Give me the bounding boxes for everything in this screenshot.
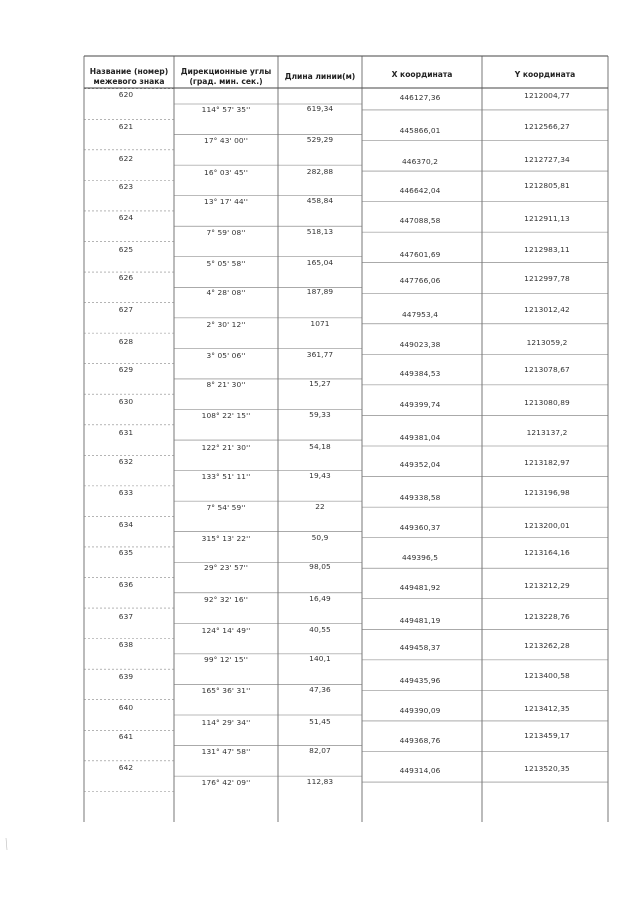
point-y-coordinate: 1213412,35 xyxy=(524,704,570,714)
segment-length: 1071 xyxy=(310,318,330,328)
segment-angle: 3° 05' 06'' xyxy=(206,351,246,360)
segment-angle: 17° 43' 00'' xyxy=(204,136,248,146)
segment-angle: 7° 59' 08'' xyxy=(206,228,246,237)
segment-length: 54,18 xyxy=(309,441,331,451)
point-name: 622 xyxy=(118,153,134,163)
point-x-coordinate: 449338,58 xyxy=(399,492,441,502)
segment-length: 529,29 xyxy=(306,135,334,145)
segment-length: 187,89 xyxy=(306,287,334,297)
segment-length: 59,33 xyxy=(309,410,331,420)
point-name: 626 xyxy=(118,273,134,283)
segment-angle: 5° 05' 58'' xyxy=(206,259,246,269)
segment-length: 98,05 xyxy=(309,562,331,572)
point-x-coordinate: 449360,37 xyxy=(399,523,441,533)
segment-angle: 29° 23' 57'' xyxy=(204,563,248,573)
segment-angle: 124° 14' 49'' xyxy=(201,625,251,635)
point-x-coordinate: 449352,04 xyxy=(399,459,441,469)
point-name: 627 xyxy=(118,305,134,315)
point-y-coordinate: 1212727,34 xyxy=(524,154,570,164)
point-name: 633 xyxy=(118,488,134,498)
point-y-coordinate: 1213012,42 xyxy=(524,304,570,314)
point-y-coordinate: 1213262,28 xyxy=(524,640,570,650)
point-name: 634 xyxy=(118,520,134,530)
header-length: Длина линии(м) xyxy=(284,72,356,81)
point-name: 628 xyxy=(118,336,134,346)
point-y-coordinate: 1212983,11 xyxy=(524,244,570,254)
point-x-coordinate: 446642,04 xyxy=(399,186,441,196)
point-y-coordinate: 1212997,78 xyxy=(524,274,570,284)
point-y-coordinate: 1213196,98 xyxy=(524,488,570,498)
segment-angle: 99° 12' 15'' xyxy=(204,654,248,664)
point-y-coordinate: 1213212,29 xyxy=(524,581,570,590)
point-name: 635 xyxy=(118,548,134,558)
point-y-coordinate: 1212566,27 xyxy=(524,121,570,131)
segment-angle: 108° 22' 15'' xyxy=(201,411,251,421)
segment-length: 19,43 xyxy=(309,470,331,480)
segment-length: 518,13 xyxy=(306,227,334,236)
segment-angle: 13° 17' 44'' xyxy=(204,196,248,206)
point-name: 641 xyxy=(118,731,134,741)
point-name: 623 xyxy=(118,181,134,191)
segment-angle: 133° 51' 11'' xyxy=(201,471,251,481)
segment-length: 282,88 xyxy=(306,166,334,176)
point-x-coordinate: 449368,76 xyxy=(399,736,441,746)
point-x-coordinate: 449384,53 xyxy=(399,369,441,379)
point-y-coordinate: 1213164,16 xyxy=(524,548,570,558)
point-name: 632 xyxy=(118,456,134,466)
segment-angle: 4° 28' 08'' xyxy=(206,288,246,298)
point-x-coordinate: 446370,2 xyxy=(401,156,439,166)
point-x-coordinate: 449481,19 xyxy=(399,616,441,626)
point-y-coordinate: 1212911,13 xyxy=(524,214,570,224)
point-name: 620 xyxy=(118,90,134,99)
segment-angle: 92° 32' 16'' xyxy=(204,594,248,604)
point-y-coordinate: 1213182,97 xyxy=(524,457,570,467)
segment-length: 140,1 xyxy=(309,653,331,663)
segment-angle: 16° 03' 45'' xyxy=(204,167,248,177)
point-name: 637 xyxy=(118,611,134,621)
point-y-coordinate: 1213200,01 xyxy=(524,521,570,531)
segment-length: 15,27 xyxy=(309,378,331,388)
point-name: 629 xyxy=(118,364,134,374)
point-name: 642 xyxy=(118,763,134,773)
point-name: 630 xyxy=(118,396,134,406)
point-y-coordinate: 1213137,2 xyxy=(526,428,568,438)
header-angle: Дирекционные углы (град. мин. сек.) xyxy=(180,67,272,86)
point-x-coordinate: 449435,96 xyxy=(399,676,441,686)
segment-length: 458,84 xyxy=(306,195,334,205)
segment-length: 22 xyxy=(315,501,325,511)
segment-angle: 176° 42' 09'' xyxy=(201,777,251,787)
point-y-coordinate: 1213059,2 xyxy=(526,337,568,347)
point-name: 636 xyxy=(118,580,134,589)
header-name: Название (номер) межевого знака xyxy=(89,67,169,86)
segment-angle: 165° 36' 31'' xyxy=(201,686,251,696)
header-x: X координата xyxy=(391,70,453,79)
point-x-coordinate: 449399,74 xyxy=(399,399,441,409)
point-x-coordinate: 447766,06 xyxy=(399,276,441,286)
segment-angle: 8° 21' 30'' xyxy=(206,379,246,389)
point-y-coordinate: 1213459,17 xyxy=(524,731,570,741)
segment-length: 112,83 xyxy=(306,776,334,786)
segment-angle: 114° 57' 35'' xyxy=(201,105,251,114)
point-x-coordinate: 449458,37 xyxy=(399,642,441,652)
point-x-coordinate: 449314,06 xyxy=(399,766,441,776)
segment-angle: 7° 54' 59'' xyxy=(206,502,246,512)
scan-artifact xyxy=(6,838,7,850)
point-x-coordinate: 449023,38 xyxy=(399,339,441,349)
segment-length: 82,07 xyxy=(309,745,331,755)
point-x-coordinate: 449396,5 xyxy=(401,552,439,562)
point-x-coordinate: 449481,92 xyxy=(399,583,441,592)
header-y: Y координата xyxy=(514,70,576,79)
point-y-coordinate: 1213078,67 xyxy=(524,364,570,374)
point-x-coordinate: 449381,04 xyxy=(399,432,441,442)
point-name: 639 xyxy=(118,671,134,681)
point-y-coordinate: 1213520,35 xyxy=(524,764,570,774)
point-x-coordinate: 446127,36 xyxy=(399,93,441,102)
point-y-coordinate: 1213400,58 xyxy=(524,671,570,681)
point-x-coordinate: 447953,4 xyxy=(401,309,439,319)
point-name: 624 xyxy=(118,213,134,223)
segment-angle: 131° 47' 58'' xyxy=(201,746,251,756)
point-x-coordinate: 447088,58 xyxy=(399,216,441,226)
segment-length: 47,36 xyxy=(309,685,331,695)
point-name: 625 xyxy=(118,245,134,255)
point-y-coordinate: 1212004,77 xyxy=(524,91,570,100)
segment-length: 50,9 xyxy=(311,533,329,543)
segment-length: 40,55 xyxy=(309,624,331,634)
segment-angle: 114° 29' 34'' xyxy=(201,717,251,727)
segment-length: 165,04 xyxy=(306,258,334,268)
segment-length: 619,34 xyxy=(306,104,334,113)
point-y-coordinate: 1212805,81 xyxy=(524,181,570,191)
segment-angle: 315° 13' 22'' xyxy=(201,534,251,544)
point-x-coordinate: 445866,01 xyxy=(399,126,441,136)
point-x-coordinate: 447601,69 xyxy=(399,249,441,259)
point-x-coordinate: 449390,09 xyxy=(399,706,441,716)
segment-angle: 2° 30' 12'' xyxy=(206,319,246,329)
point-name: 631 xyxy=(118,428,134,438)
segment-length: 361,77 xyxy=(306,350,334,359)
point-y-coordinate: 1213228,76 xyxy=(524,611,570,621)
segment-length: 51,45 xyxy=(309,716,331,726)
point-name: 640 xyxy=(118,703,134,713)
point-y-coordinate: 1213080,89 xyxy=(524,397,570,407)
segment-angle: 122° 21' 30'' xyxy=(201,442,251,452)
point-name: 638 xyxy=(118,639,134,649)
segment-length: 16,49 xyxy=(309,593,331,603)
point-name: 621 xyxy=(118,121,134,131)
